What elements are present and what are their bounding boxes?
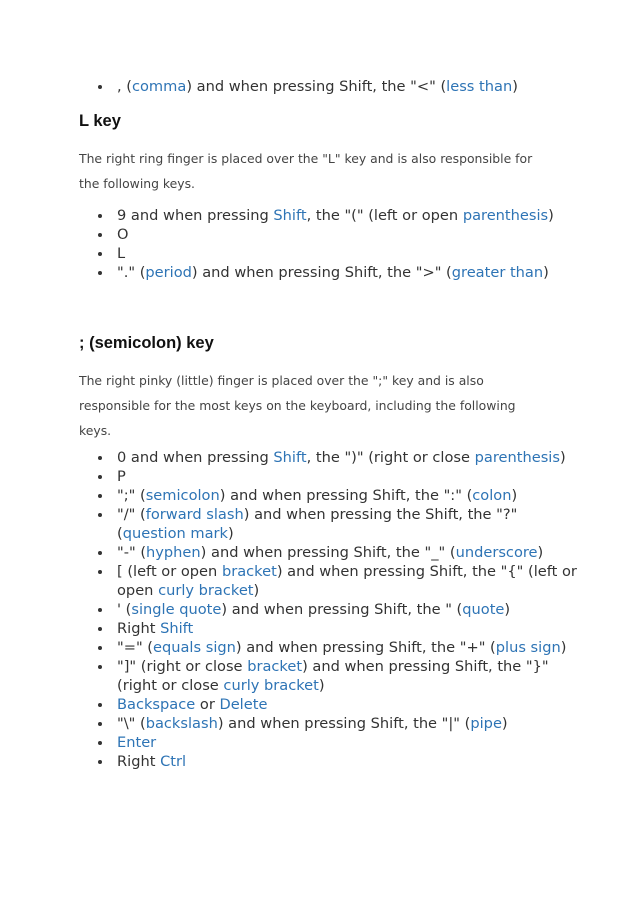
semicolon-key-heading: ; (semicolon) key bbox=[79, 334, 214, 352]
term-link[interactable]: curly bracket bbox=[223, 677, 319, 694]
term-link[interactable]: plus sign bbox=[495, 639, 561, 656]
term-link[interactable]: Ctrl bbox=[160, 753, 187, 770]
list-item: 0 and when pressing Shift, the ")" (right or close parenthesis) bbox=[98, 448, 578, 467]
list-item: Backspace or Delete bbox=[98, 695, 578, 714]
term-link[interactable]: bracket bbox=[247, 658, 303, 675]
term-link[interactable]: question mark bbox=[122, 525, 229, 542]
list-item: Right Shift bbox=[98, 619, 578, 638]
term-link[interactable]: comma bbox=[131, 78, 187, 95]
term-link[interactable]: pipe bbox=[470, 715, 502, 732]
term-link[interactable]: underscore bbox=[455, 544, 538, 561]
list-item: "-" (hyphen) and when pressing Shift, the "_" (underscore) bbox=[98, 543, 578, 562]
term-link[interactable]: single quote bbox=[131, 601, 222, 618]
semicolon-key-list bbox=[98, 448, 578, 771]
list-item: "=" (equals sign) and when pressing Shift, the "+" (plus sign) bbox=[98, 638, 578, 657]
semicolon-key-intro: The right pinky (little) finger is placed over the ";" key and is also responsible for the most keys on the keyboard, including the following keys. bbox=[79, 373, 516, 438]
list-item: Right Ctrl bbox=[98, 752, 578, 771]
term-link[interactable]: Enter bbox=[117, 734, 157, 751]
list-item: "/" (forward slash) and when pressing the Shift, the "?" (question mark) bbox=[98, 505, 578, 543]
intro-key-list bbox=[98, 77, 578, 96]
list-item: [ (left or open bracket) and when pressing Shift, the "{" (left or open curly bracket) bbox=[98, 562, 578, 600]
term-link[interactable]: period bbox=[145, 264, 192, 281]
term-link[interactable]: greater than bbox=[451, 264, 544, 281]
l-key-heading: L key bbox=[79, 112, 121, 130]
l-key-intro: The right ring finger is placed over the "L" key and is also responsible for the following keys. bbox=[79, 151, 533, 191]
term-link[interactable]: colon bbox=[472, 487, 512, 504]
term-link[interactable]: Shift bbox=[273, 207, 307, 224]
list-item bbox=[98, 733, 578, 752]
term-link[interactable]: semicolon bbox=[145, 487, 220, 504]
l-key-list bbox=[98, 206, 578, 282]
term-link[interactable]: Shift bbox=[273, 449, 307, 466]
list-item: "." (period) and when pressing Shift, the ">" (greater than) bbox=[98, 263, 578, 282]
term-link[interactable]: Delete bbox=[219, 696, 268, 713]
term-link[interactable]: Backspace bbox=[117, 696, 196, 713]
term-link[interactable]: equals sign bbox=[153, 639, 236, 656]
list-item: "\" (backslash) and when pressing Shift, the "|" (pipe) bbox=[98, 714, 578, 733]
list-item: ' (single quote) and when pressing Shift, the " (quote) bbox=[98, 600, 578, 619]
list-item: ";" (semicolon) and when pressing Shift, the ":" (colon) bbox=[98, 486, 578, 505]
term-link[interactable]: parenthesis bbox=[474, 449, 560, 466]
list-item: O bbox=[98, 225, 578, 244]
list-item: L bbox=[98, 244, 578, 263]
term-link[interactable]: parenthesis bbox=[462, 207, 549, 224]
term-link[interactable]: forward slash bbox=[145, 506, 244, 523]
term-link[interactable]: curly bracket bbox=[158, 582, 254, 599]
list-item: , (comma) and when pressing Shift, the "<" (less than) bbox=[98, 77, 578, 96]
term-link[interactable]: Shift bbox=[160, 620, 194, 637]
term-link[interactable]: less than bbox=[446, 78, 513, 95]
term-link[interactable]: hyphen bbox=[146, 544, 201, 561]
list-item: 9 and when pressing Shift, the "(" (left or open parenthesis) bbox=[98, 206, 578, 225]
term-link[interactable]: backslash bbox=[145, 715, 218, 732]
list-item: "]" (right or close bracket) and when pressing Shift, the "}" (right or close curly bracket) bbox=[98, 657, 578, 695]
term-link[interactable]: quote bbox=[462, 601, 505, 618]
term-link[interactable]: bracket bbox=[221, 563, 277, 580]
list-item: P bbox=[98, 467, 578, 486]
